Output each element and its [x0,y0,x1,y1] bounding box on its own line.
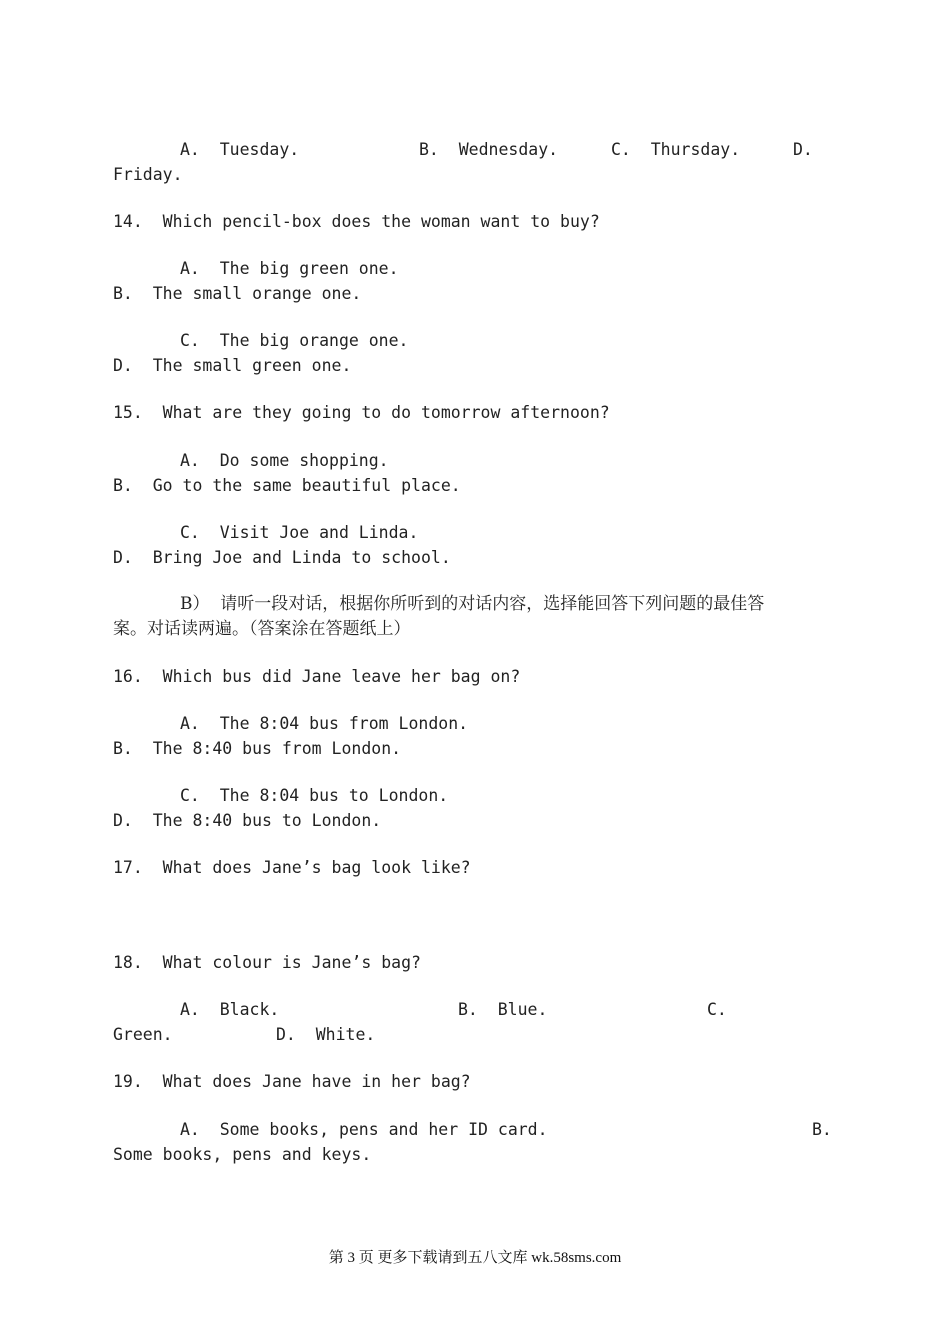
q16-option-b: B. The 8:40 bus from London. [113,739,402,758]
q18-option-c-continued: Green. [113,1025,173,1044]
section-b-instruction-line1: B） 请听一段对话，根据你所听到的对话内容，选择能回答下列问题的最佳答 [180,594,765,614]
q15-option-a: A. Do some shopping. [180,451,389,470]
q15-option-d: D. Bring Joe and Linda to school. [113,548,451,567]
q19-question: 19. What does Jane have in her bag? [113,1072,471,1091]
q13-option-d-continued: Friday. [113,165,183,184]
q14-option-a: A. The big green one. [180,259,399,278]
q14-option-d: D. The small green one. [113,356,352,375]
q18-option-b: B. Blue. [458,1000,548,1019]
q18-option-a: A. Black. [180,1000,280,1019]
q18-question: 18. What colour is Jane’s bag? [113,953,421,972]
q15-option-c: C. Visit Joe and Linda. [180,523,419,542]
q16-question: 16. Which bus did Jane leave her bag on? [113,667,521,686]
page-footer: 第 3 页 更多下载请到五八文库 wk.58sms.com [328,1250,622,1266]
q19-option-b-continued: Some books, pens and keys. [113,1145,372,1164]
q13-option-b: B. Wednesday. [419,140,559,159]
q13-option-c: C. Thursday. [611,140,741,159]
q15-option-b: B. Go to the same beautiful place. [113,476,461,495]
q18-option-d: D. White. [276,1025,376,1044]
q16-option-d: D. The 8:40 bus to London. [113,811,382,830]
q16-option-c: C. The 8:04 bus to London. [180,786,449,805]
q14-question: 14. Which pencil-box does the woman want to buy? [113,212,600,231]
q14-option-b: B. The small orange one. [113,284,362,303]
q13-option-d: D. [793,140,813,159]
q14-option-c: C. The big orange one. [180,331,409,350]
q13-option-a: A. Tuesday. [180,140,300,159]
q17-question: 17. What does Jane’s bag look like? [113,858,471,877]
section-b-instruction-line2: 案。对话读两遍。（答案涂在答题纸上） [113,619,411,639]
q18-option-c: C. [707,1000,727,1019]
q15-question: 15. What are they going to do tomorrow afternoon? [113,403,610,422]
q19-option-a: A. Some books, pens and her ID card. [180,1120,548,1139]
q16-option-a: A. The 8:04 bus from London. [180,714,469,733]
q19-option-b: B. [812,1120,832,1139]
